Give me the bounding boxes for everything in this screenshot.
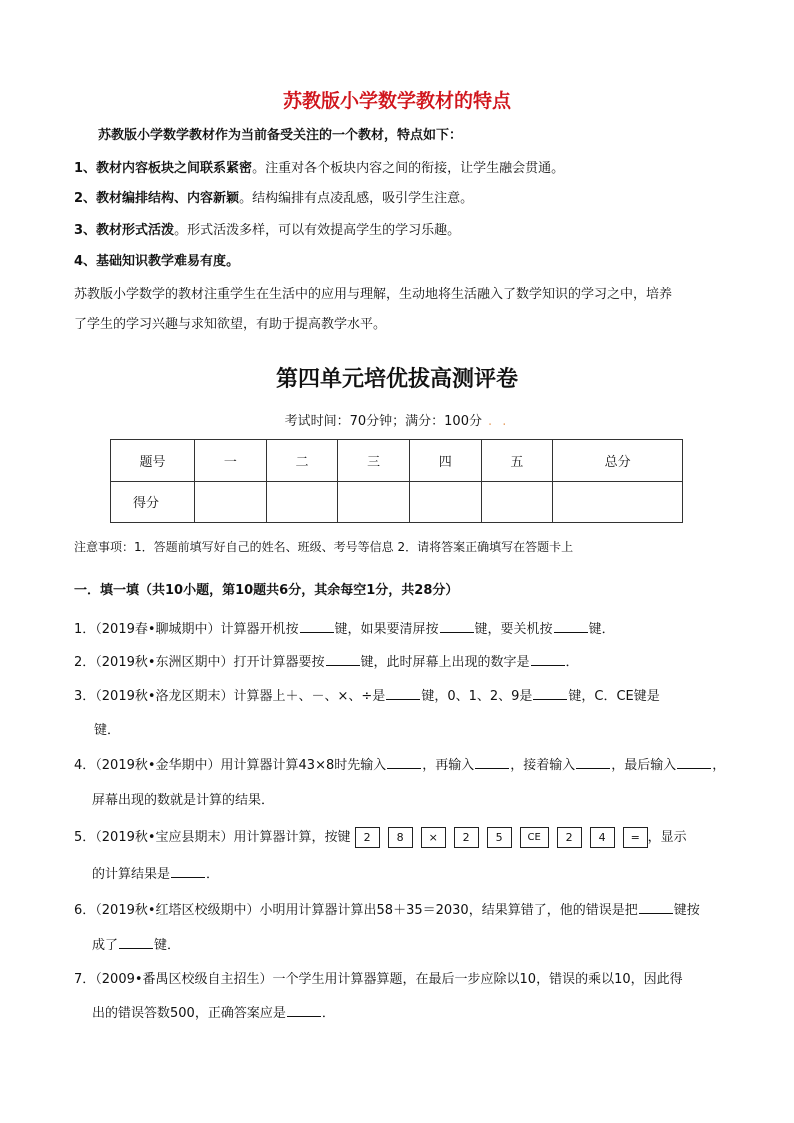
question-6: 6．（2019秋•红塔区校级期中）小明用计算器计算出58＋35＝2030，结果算错了，他的错误是把 键按 <box>74 903 700 918</box>
calculator-key: CE <box>520 827 549 848</box>
score-cell[interactable] <box>409 481 481 523</box>
calculator-key: 8 <box>388 827 413 848</box>
feature-point-1: 1、教材内容板块之间联系紧密。注重对各个板块内容之间的衔接，让学生融会贯通。 <box>74 161 565 176</box>
calculator-key: 2 <box>355 827 380 848</box>
intro-paragraph-line1: 苏教版小学数学的教材注重学生在生活中的应用与理解，生动地将生活融入了数学知识的学习之中，培养 <box>74 287 673 302</box>
intro-title: 苏教版小学数学教材的特点 <box>282 90 511 112</box>
question-4: 4．（2019秋•金华期中）用计算器计算43×8时先输入 ，再输入 ，接着输入 ，最后输入 ， <box>74 758 726 773</box>
calculator-key: 4 <box>590 827 615 848</box>
question-3-cont: 键． <box>94 723 121 738</box>
answer-blank[interactable] <box>440 621 474 633</box>
score-row-label: 得分 <box>111 481 195 523</box>
score-header-cell: 四 <box>409 440 481 482</box>
score-cell[interactable] <box>553 481 683 523</box>
answer-blank[interactable] <box>386 688 420 700</box>
score-header-cell: 五 <box>481 440 553 482</box>
score-header-cell: 二 <box>266 440 338 482</box>
intro-paragraph-line2: 了学生的学习兴趣与求知欲望，有助于提高教学水平。 <box>74 317 387 332</box>
intro-lead: 苏教版小学数学教材作为当前备受关注的一个教材，特点如下： <box>98 128 463 143</box>
question-5-cont: 的计算结果是 ． <box>92 867 220 882</box>
question-4-cont: 屏幕出现的数就是计算的结果． <box>92 793 275 808</box>
answer-blank[interactable] <box>300 621 334 633</box>
question-6-cont: 成了 键． <box>92 938 181 953</box>
score-cell[interactable] <box>338 481 410 523</box>
score-cell[interactable] <box>195 481 267 523</box>
section-1-title: 一．填一填（共10小题，第10题共6分，其余每空1分，共28分） <box>74 583 459 598</box>
answer-blank[interactable] <box>533 688 567 700</box>
score-cell[interactable] <box>481 481 553 523</box>
question-5: 5．（2019秋•宝应县期末）用计算器计算，按键 2 8 × 2 5 CE 2 4 = ，显示 <box>74 826 687 848</box>
answer-blank[interactable] <box>326 654 360 666</box>
score-header-cell: 三 <box>338 440 410 482</box>
answer-blank[interactable] <box>576 757 610 769</box>
feature-point-2: 2、教材编排结构、内容新颖。结构编排有点凌乱感，吸引学生注意。 <box>74 191 474 206</box>
answer-blank[interactable] <box>531 654 565 666</box>
calculator-key: 5 <box>487 827 512 848</box>
question-2: 2．（2019秋•东洲区期中）打开计算器要按 键，此时屏幕上出现的数字是 ． <box>74 655 579 670</box>
score-header-cell: 一 <box>195 440 267 482</box>
score-header-cell: 题号 <box>111 440 195 482</box>
question-7: 7．（2009•番禺区校级自主招生）一个学生用计算器算题，在最后一步应除以10，错误的乘以10，因此得 <box>74 972 683 987</box>
calculator-key: × <box>421 827 446 848</box>
question-7-cont: 出的错误答数500，正确答案应是 ． <box>92 1006 335 1021</box>
answer-blank[interactable] <box>287 1005 321 1017</box>
exam-title: 第四单元培优拔高测评卷 <box>275 366 518 392</box>
answer-blank[interactable] <box>171 866 205 878</box>
exam-info: 考试时间：70分钟；满分：100分 . . <box>284 414 510 429</box>
answer-blank[interactable] <box>639 902 673 914</box>
calculator-key: = <box>623 827 648 848</box>
question-1: 1．（2019春•聊城期中）计算器开机按 键，如果要清屏按 键，要关机按 键． <box>74 622 615 637</box>
score-header-cell: 总分 <box>553 440 683 482</box>
score-table <box>110 439 683 523</box>
answer-blank[interactable] <box>119 937 153 949</box>
answer-blank[interactable] <box>475 757 509 769</box>
exam-notice: 注意事项：1．答题前填写好自己的姓名、班级、考号等信息 2．请将答案正确填写在答题卡上 <box>74 540 574 554</box>
calculator-key: 2 <box>454 827 479 848</box>
calculator-key: 2 <box>557 827 582 848</box>
score-table-score-row <box>111 481 683 523</box>
feature-point-3: 3、教材形式活泼。形式活泼多样，可以有效提高学生的学习乐趣。 <box>74 223 461 238</box>
score-cell[interactable] <box>266 481 338 523</box>
score-table-header-row <box>111 440 683 482</box>
answer-blank[interactable] <box>677 757 711 769</box>
answer-blank[interactable] <box>387 757 421 769</box>
feature-point-4: 4、基础知识教学难易有度。 <box>74 254 240 269</box>
answer-blank[interactable] <box>554 621 588 633</box>
question-3: 3．（2019秋•洛龙区期末）计算器上＋、－、×、÷是 键，0、1、2、9是 键，C．CE键是 <box>74 689 660 704</box>
